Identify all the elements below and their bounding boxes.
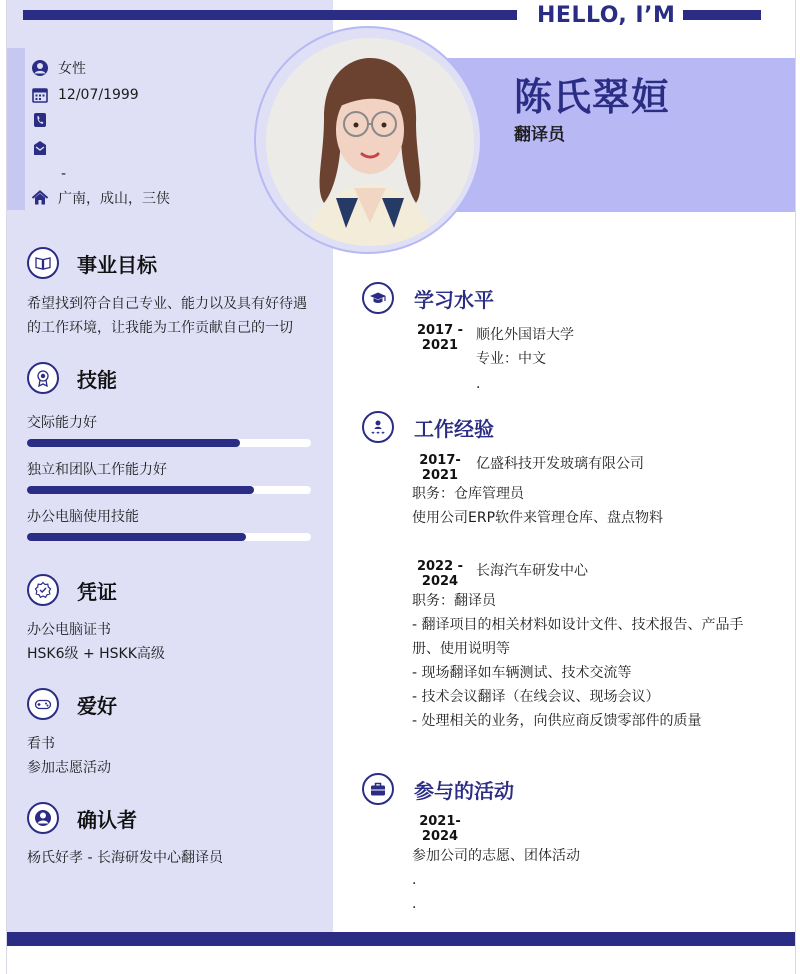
- experience-title: 工作经验: [414, 416, 494, 441]
- job-1-period-start: 2017-: [419, 453, 461, 468]
- job-2-line-6: - 处理相关的业务，向供应商反馈零部件的质量: [412, 713, 702, 729]
- education-school: 顺化外国语大学: [476, 327, 574, 343]
- job-2-line-4: - 现场翻译如车辆测试、技术交流等: [412, 665, 632, 681]
- job-2-period: [412, 559, 468, 589]
- contact-phone: [31, 111, 58, 129]
- briefcase-icon: [362, 773, 394, 805]
- skills-header: [27, 362, 117, 394]
- job-2-period-end: 2024: [421, 574, 459, 589]
- header-bar-left: [23, 10, 517, 20]
- contact-accent-strip: [7, 48, 25, 210]
- address-text: 广南，成山，三侠: [58, 191, 170, 207]
- activities-period-end: 2024: [421, 829, 459, 844]
- job-2-company: 长海汽车研发中心: [476, 563, 588, 579]
- resume-page: [6, 0, 796, 974]
- activities-line-2: .: [412, 872, 417, 888]
- calendar-icon: [31, 86, 49, 104]
- activities-header: [362, 773, 514, 805]
- home-icon: [31, 189, 49, 207]
- experience-header: [362, 411, 494, 443]
- skill-bar-1: [27, 439, 311, 447]
- profile-photo: [266, 38, 474, 246]
- activities-line-1: 参加公司的志愿、团体活动: [412, 848, 580, 864]
- contact-birthdate: [31, 86, 139, 104]
- hobbies-header: [27, 688, 117, 720]
- certificate-item-2: HSK6级 + HSKK高级: [27, 646, 165, 662]
- career-goal-line-1: 希望找到符合自己专业、能力以及具有好待遇: [27, 296, 307, 312]
- education-period-start: 2017 -: [416, 323, 464, 338]
- certificates-header: [27, 574, 117, 606]
- job-1-period-end: 2021: [421, 468, 459, 483]
- job-1-line-1: 职务：仓库管理员: [412, 486, 524, 502]
- hobby-item-2: 参加志愿活动: [27, 760, 111, 776]
- job-2-period-start: 2022 -: [416, 559, 464, 574]
- birthdate-text: 12/07/1999: [58, 87, 139, 103]
- person-icon: [27, 802, 59, 834]
- education-header: [362, 282, 494, 314]
- certificate-item-1: 办公电脑证书: [27, 622, 111, 638]
- skill-bar-fill-3: [27, 533, 246, 541]
- team-icon: [362, 411, 394, 443]
- education-major: 专业：中文: [476, 351, 546, 367]
- education-dot: .: [476, 376, 481, 392]
- medal-icon: [27, 362, 59, 394]
- email-icon: [31, 139, 49, 157]
- job-2-line-3: 册、使用说明等: [412, 641, 510, 657]
- skill-bar-3: [27, 533, 311, 541]
- gamepad-icon: [27, 688, 59, 720]
- full-name: 陈氏翠姮: [514, 75, 671, 119]
- education-period-end: 2021: [421, 338, 459, 353]
- activities-period-start: 2021-: [419, 814, 461, 829]
- job-1-period: [412, 453, 468, 483]
- hobbies-title: 爱好: [77, 693, 117, 718]
- activities-title: 参与的活动: [414, 778, 514, 803]
- career-goal-header: [27, 247, 157, 279]
- activities-line-3: .: [412, 896, 417, 912]
- contact-gender: [31, 58, 86, 78]
- header-bar-right: [683, 10, 761, 20]
- job-1-company: 亿盛科技开发玻璃有限公司: [476, 456, 644, 472]
- career-goal-title: 事业目标: [77, 252, 157, 277]
- contact-email: [31, 139, 58, 157]
- skill-bar-2: [27, 486, 311, 494]
- job-title: 翻译员: [514, 125, 565, 145]
- skill-bar-fill-2: [27, 486, 254, 494]
- job-2-line-1: 职务：翻译员: [412, 593, 496, 609]
- job-2-line-2: - 翻译项目的相关材料如设计文件、技术报告、产品手: [412, 617, 744, 633]
- gender-text: 女性: [58, 61, 86, 77]
- skill-bar-fill-1: [27, 439, 240, 447]
- contact-dash: -: [61, 166, 67, 182]
- certificate-badge-icon: [27, 574, 59, 606]
- career-goal-line-2: 的工作环境，让我能为工作贡献自己的一切: [27, 320, 293, 336]
- skill-label-3: 办公电脑使用技能: [27, 509, 139, 525]
- contact-address: [31, 188, 170, 208]
- user-circle-icon: [31, 59, 49, 77]
- skill-label-2: 独立和团队工作能力好: [27, 462, 167, 478]
- graduation-cap-icon: [362, 282, 394, 314]
- hello-heading: HELLO, I’M: [537, 3, 676, 28]
- job-1-line-2: 使用公司ERP软件来管理仓库、盘点物料: [412, 510, 664, 526]
- hobby-item-1: 看书: [27, 736, 55, 752]
- referee-title: 确认者: [77, 807, 137, 832]
- footer-bar: [7, 932, 795, 946]
- education-title: 学习水平: [414, 287, 494, 312]
- certificates-title: 凭证: [77, 579, 117, 604]
- job-2-line-5: - 技术会议翻译（在线会议、现场会议）: [412, 689, 660, 705]
- activities-period: [412, 814, 468, 844]
- referee-text: 杨氏好孝 - 长海研发中心翻译员: [27, 850, 223, 866]
- skills-title: 技能: [77, 367, 117, 392]
- referee-header: [27, 802, 137, 834]
- skill-label-1: 交际能力好: [27, 415, 97, 431]
- education-period: [412, 323, 468, 353]
- open-book-icon: [27, 247, 59, 279]
- phone-icon: [31, 111, 49, 129]
